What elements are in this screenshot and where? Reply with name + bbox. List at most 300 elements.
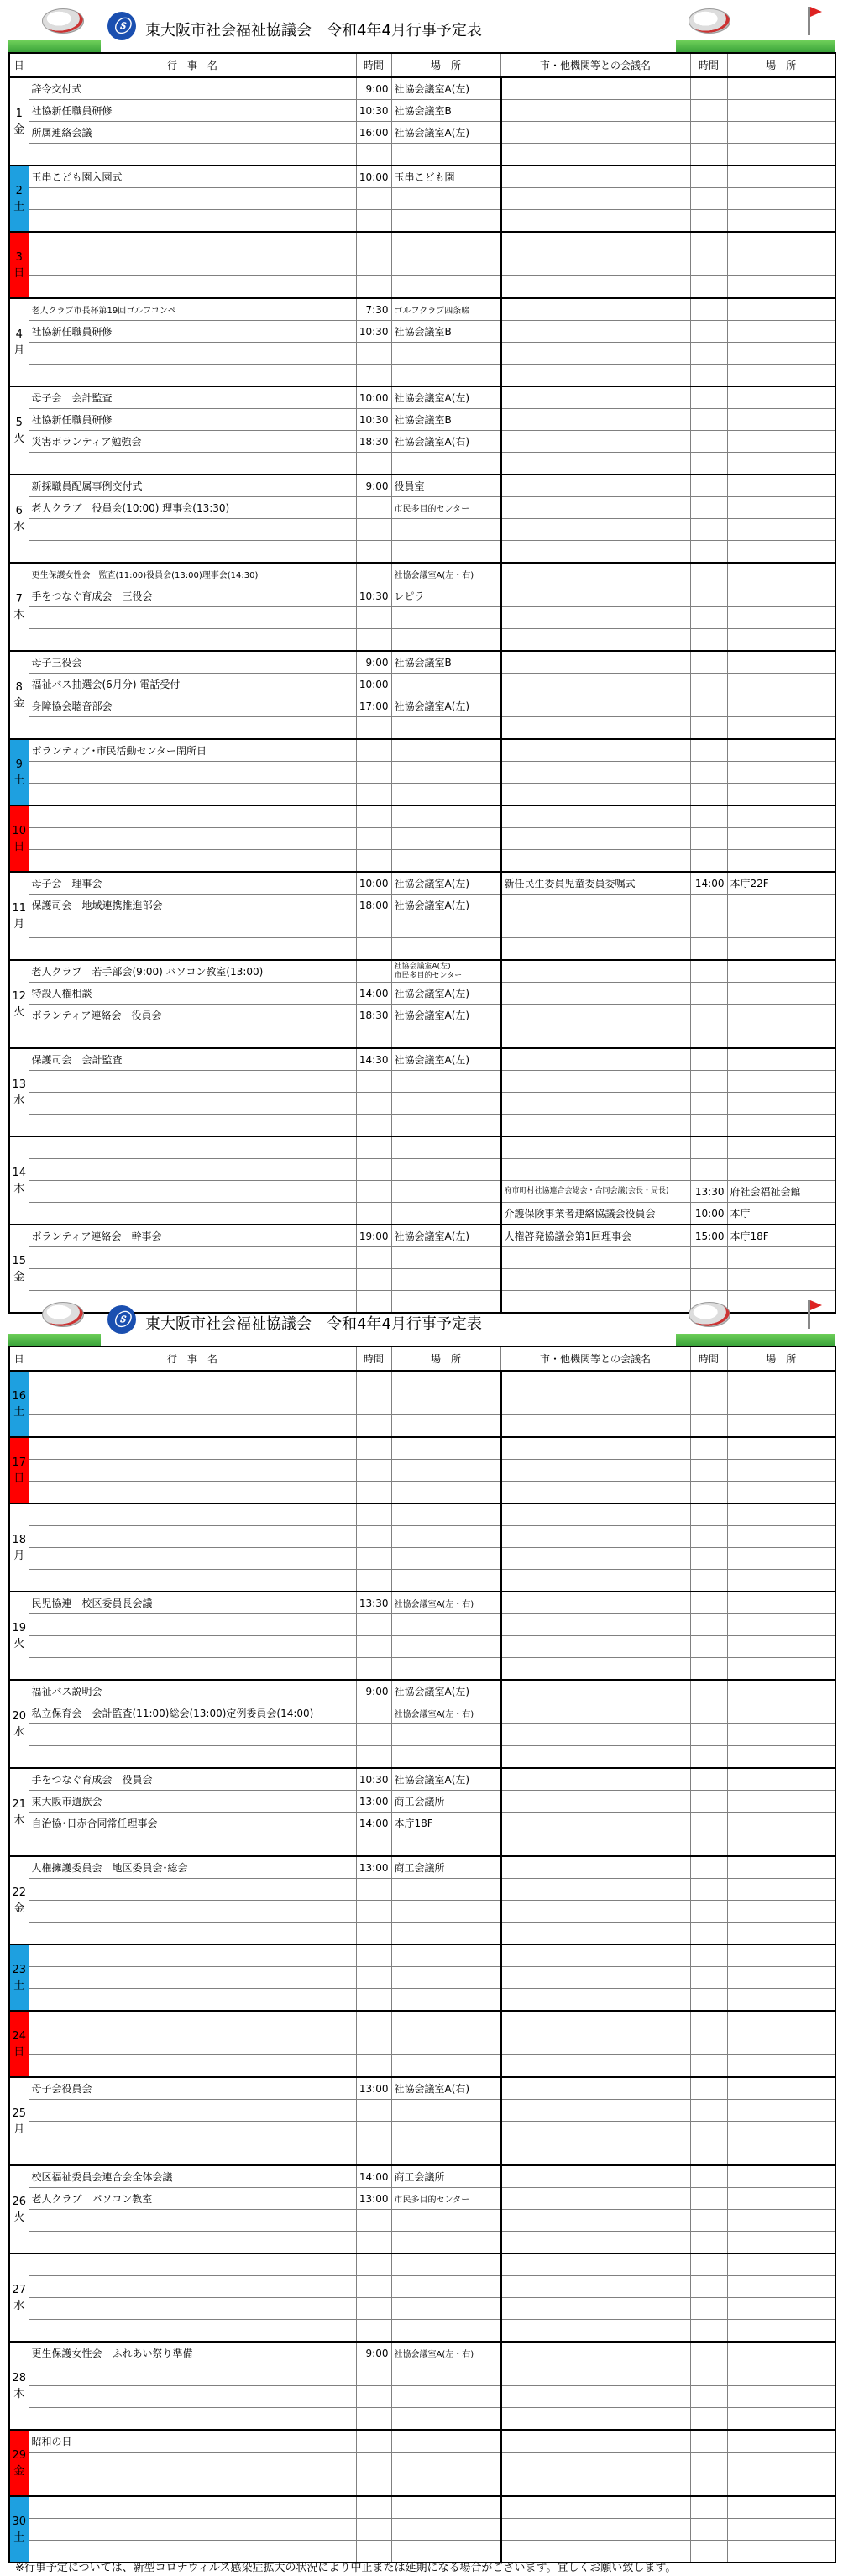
time-cell <box>356 2320 391 2343</box>
time-cell <box>356 717 391 740</box>
flag-icon <box>808 1300 810 1329</box>
table-row <box>9 1093 835 1115</box>
table-row <box>9 1482 835 1504</box>
time-cell: 10:30 <box>356 585 391 607</box>
place-cell: 社協会議室A(左) <box>391 386 500 409</box>
ext-event-cell <box>500 2253 690 2276</box>
event-cell <box>29 1879 356 1901</box>
time-cell <box>356 828 391 850</box>
time-cell <box>356 2100 391 2122</box>
ext-event-cell <box>500 431 690 453</box>
ext-time-cell <box>690 122 727 144</box>
ext-time-cell <box>690 1048 727 1071</box>
table-row <box>9 100 835 122</box>
header-day: 日 <box>9 1346 29 1371</box>
event-cell <box>29 1548 356 1570</box>
ext-time-cell <box>690 563 727 585</box>
time-cell <box>356 1967 391 1989</box>
ext-place-cell <box>727 2232 835 2254</box>
ext-time-cell <box>690 2122 727 2143</box>
time-cell <box>356 1247 391 1269</box>
table-row <box>9 2430 835 2453</box>
table-row <box>9 717 835 740</box>
event-cell <box>29 144 356 166</box>
day-number: 23 <box>12 1963 27 1976</box>
day-number: 11 <box>12 901 27 915</box>
ext-time-cell <box>690 1834 727 1857</box>
event-cell <box>29 188 356 210</box>
ext-event-cell <box>500 607 690 629</box>
place-cell <box>391 762 500 784</box>
ext-time-cell <box>690 695 727 717</box>
place-cell <box>391 629 500 652</box>
place-cell <box>391 2519 500 2541</box>
day-cell <box>9 1048 29 1136</box>
event-cell: 社協新任職員研修 <box>29 100 356 122</box>
header-place: 場 所 <box>391 53 500 77</box>
ext-place-cell <box>727 1944 835 1967</box>
ext-event-cell <box>500 629 690 652</box>
ext-event-cell <box>500 2408 690 2431</box>
schedule-page-1 <box>8 0 835 1314</box>
ext-event-cell <box>500 2011 690 2033</box>
ext-event-cell <box>500 1680 690 1702</box>
place-cell <box>391 1967 500 1989</box>
weekday-label: 水 <box>13 2299 25 2312</box>
time-cell <box>356 188 391 210</box>
event-cell <box>29 2122 356 2143</box>
day-number: 26 <box>12 2195 27 2208</box>
table-row <box>9 1460 835 1482</box>
ext-time-cell <box>690 453 727 475</box>
table-row <box>9 1724 835 1746</box>
time-cell <box>356 1071 391 1093</box>
ext-place-cell <box>727 1570 835 1592</box>
ext-event-cell <box>500 938 690 961</box>
table-row <box>9 1048 835 1071</box>
table-row <box>9 2210 835 2232</box>
place-cell <box>391 607 500 629</box>
table-row <box>9 210 835 233</box>
ext-event-cell <box>500 1503 690 1526</box>
table-row <box>9 1203 835 1225</box>
ext-event-cell <box>500 1768 690 1791</box>
weekday-label: 木 <box>13 608 25 622</box>
ext-place-cell <box>727 519 835 541</box>
ext-time-cell <box>690 938 727 961</box>
event-cell <box>29 2496 356 2519</box>
event-cell <box>29 784 356 806</box>
ext-time-cell <box>690 895 727 916</box>
ext-place-cell <box>727 739 835 762</box>
ext-place-cell <box>727 365 835 387</box>
time-cell <box>356 2519 391 2541</box>
time-cell <box>356 210 391 233</box>
table-row <box>9 1702 835 1724</box>
event-cell <box>29 2386 356 2408</box>
table-row <box>9 409 835 431</box>
ext-time-cell <box>690 1989 727 2012</box>
place-cell <box>391 1437 500 1460</box>
ext-time-cell <box>690 1371 727 1393</box>
ext-event-cell <box>500 2342 690 2364</box>
table-row <box>9 2386 835 2408</box>
event-cell <box>29 365 356 387</box>
ext-time-cell <box>690 321 727 343</box>
table-row <box>9 1005 835 1026</box>
place-cell: レピラ <box>391 585 500 607</box>
ext-place-cell <box>727 1159 835 1181</box>
place-cell: 社協会議室B <box>391 651 500 674</box>
table-row <box>9 1989 835 2012</box>
table-row <box>9 762 835 784</box>
time-cell <box>356 2386 391 2408</box>
place-cell <box>391 2210 500 2232</box>
place-cell <box>391 1503 500 1526</box>
event-cell <box>29 2474 356 2497</box>
page-header <box>8 1293 835 1346</box>
place-cell <box>391 365 500 387</box>
place-cell: 社協会議室B <box>391 409 500 431</box>
ext-time-cell <box>690 2453 727 2474</box>
ext-time-cell <box>690 210 727 233</box>
ext-place-cell <box>727 1093 835 1115</box>
day-number: 3 <box>15 250 23 264</box>
ext-event-cell <box>500 343 690 365</box>
ext-place-cell <box>727 1136 835 1159</box>
ext-event-cell <box>500 1923 690 1945</box>
place-cell <box>391 739 500 762</box>
ext-time-cell <box>690 1548 727 1570</box>
day-cell <box>9 1944 29 2011</box>
place-cell: 社協会議室A(左) <box>391 1680 500 1702</box>
event-cell <box>29 1247 356 1269</box>
place-cell <box>391 541 500 564</box>
ext-time-cell <box>690 1923 727 1945</box>
time-cell <box>356 1181 391 1203</box>
ext-time-cell <box>690 784 727 806</box>
time-cell <box>356 805 391 828</box>
event-cell <box>29 1181 356 1203</box>
event-cell: 福祉バス説明会 <box>29 1680 356 1702</box>
ext-place-cell <box>727 1005 835 1026</box>
event-cell: 老人クラブ パソコン教室 <box>29 2188 356 2210</box>
time-cell <box>356 938 391 961</box>
event-cell: 身障協会聴音部会 <box>29 695 356 717</box>
ext-event-cell <box>500 895 690 916</box>
ext-time-cell <box>690 1967 727 1989</box>
schedule-page-2 <box>8 1293 835 2563</box>
table-row <box>9 1592 835 1614</box>
ext-time-cell <box>690 2474 727 2497</box>
event-cell: 所属連絡会議 <box>29 122 356 144</box>
place-cell <box>391 717 500 740</box>
event-cell <box>29 2519 356 2541</box>
ext-time-cell <box>690 1460 727 1482</box>
ext-time-cell <box>690 828 727 850</box>
ext-event-cell <box>500 165 690 188</box>
weekday-label: 水 <box>13 520 25 533</box>
ext-event-cell: 人権啓発協議会第1回理事会 <box>500 1225 690 1247</box>
place-cell <box>391 938 500 961</box>
time-cell <box>356 2453 391 2474</box>
event-cell <box>29 2100 356 2122</box>
time-cell <box>356 1834 391 1857</box>
table-row <box>9 365 835 387</box>
place-cell <box>391 1026 500 1049</box>
event-cell <box>29 1115 356 1137</box>
place-cell <box>391 1393 500 1415</box>
ext-time-cell <box>690 805 727 828</box>
time-cell <box>356 629 391 652</box>
event-cell <box>29 519 356 541</box>
day-cell <box>9 1503 29 1592</box>
day-cell <box>9 1592 29 1680</box>
day-number: 10 <box>12 824 27 837</box>
ext-place-cell <box>727 2364 835 2386</box>
table-row <box>9 1159 835 1181</box>
event-cell <box>29 1437 356 1460</box>
place-cell <box>391 1371 500 1393</box>
place-cell <box>391 674 500 695</box>
time-cell: 9:00 <box>356 77 391 100</box>
event-cell <box>29 1944 356 1967</box>
day-cell <box>9 2253 29 2342</box>
ext-event-cell <box>500 1093 690 1115</box>
time-cell <box>356 2210 391 2232</box>
place-cell: 市民多目的センター <box>391 2188 500 2210</box>
weekday-label: 日 <box>13 1472 25 1485</box>
ext-event-cell <box>500 1526 690 1548</box>
ext-event-cell <box>500 276 690 299</box>
event-cell <box>29 2276 356 2298</box>
ext-time-cell <box>690 276 727 299</box>
event-cell <box>29 2298 356 2320</box>
page-title: 東大阪市社会福祉協議会 令和4年4月行事予定表 <box>145 1315 482 1333</box>
ext-time-cell <box>690 1415 727 1438</box>
event-cell <box>29 2143 356 2166</box>
day-cell <box>9 805 29 872</box>
day-cell <box>9 2496 29 2563</box>
ext-place-cell <box>727 276 835 299</box>
ext-time-cell <box>690 541 727 564</box>
ext-event-cell <box>500 1989 690 2012</box>
ext-event-cell <box>500 144 690 166</box>
event-cell: ボランティア･市民活動センター閉所日 <box>29 739 356 762</box>
time-cell <box>356 343 391 365</box>
table-header-row <box>9 1346 835 1371</box>
weekday-label: 土 <box>13 1405 25 1419</box>
place-cell <box>391 1093 500 1115</box>
ext-event-cell <box>500 1005 690 1026</box>
ext-event-cell <box>500 1879 690 1901</box>
event-cell <box>29 1393 356 1415</box>
table-row <box>9 188 835 210</box>
event-cell <box>29 453 356 475</box>
place-cell <box>391 1415 500 1438</box>
table-row <box>9 1636 835 1658</box>
place-cell: 社協会議室A(左) <box>391 983 500 1005</box>
time-cell <box>356 2055 391 2078</box>
place-cell: 社協会議室A(左・右) <box>391 2342 500 2364</box>
ext-time-cell <box>690 2541 727 2563</box>
ext-event-cell <box>500 298 690 321</box>
ext-time-cell: 14:00 <box>690 872 727 895</box>
ext-event-cell <box>500 2143 690 2166</box>
weekday-label: 木 <box>13 1182 25 1195</box>
ext-place-cell <box>727 1901 835 1923</box>
place-cell <box>391 1181 500 1203</box>
place-cell <box>391 210 500 233</box>
ext-event-cell <box>500 1460 690 1482</box>
ext-place-cell <box>727 1724 835 1746</box>
event-cell <box>29 1526 356 1548</box>
ext-event-cell <box>500 1026 690 1049</box>
place-cell <box>391 2122 500 2143</box>
event-cell <box>29 2253 356 2276</box>
place-cell: 商工会議所 <box>391 2165 500 2188</box>
event-cell: 特設人権相談 <box>29 983 356 1005</box>
ext-time-cell <box>690 1482 727 1504</box>
table-row <box>9 1247 835 1269</box>
ext-place-cell <box>727 1393 835 1415</box>
ext-time-cell <box>690 2364 727 2386</box>
ext-place-cell <box>727 805 835 828</box>
table-row <box>9 2320 835 2343</box>
weekday-label: 土 <box>13 774 25 787</box>
time-cell <box>356 1658 391 1681</box>
time-cell <box>356 1415 391 1438</box>
table-row <box>9 2453 835 2474</box>
place-cell <box>391 1247 500 1269</box>
ext-event-cell <box>500 497 690 519</box>
ext-time-cell <box>690 1944 727 1967</box>
time-cell: 14:00 <box>356 2165 391 2188</box>
table-row <box>9 938 835 961</box>
table-row <box>9 872 835 895</box>
place-cell <box>391 2430 500 2453</box>
table-row <box>9 1269 835 1291</box>
ext-time-cell <box>690 2011 727 2033</box>
ext-event-cell <box>500 2232 690 2254</box>
ext-place-cell <box>727 210 835 233</box>
event-cell: 人権擁護委員会 地区委員会･総会 <box>29 1856 356 1879</box>
time-cell <box>356 2232 391 2254</box>
ext-event-cell <box>500 1071 690 1093</box>
place-cell <box>391 1136 500 1159</box>
time-cell: 10:00 <box>356 674 391 695</box>
place-cell <box>391 232 500 254</box>
ext-time-cell <box>690 850 727 873</box>
ext-time-cell <box>690 2253 727 2276</box>
ext-time-cell <box>690 960 727 983</box>
header-ext-event: 市・他機関等との会議名 <box>500 53 690 77</box>
event-cell <box>29 1901 356 1923</box>
weekday-label: 金 <box>13 123 25 136</box>
ext-event-cell <box>500 1415 690 1438</box>
table-row <box>9 1181 835 1203</box>
ext-place-cell <box>727 2011 835 2033</box>
ext-time-cell <box>690 762 727 784</box>
place-cell <box>391 1159 500 1181</box>
table-row <box>9 298 835 321</box>
ext-time-cell <box>690 2100 727 2122</box>
ext-place-cell <box>727 2210 835 2232</box>
place-cell: 社協会議室A(左) <box>391 695 500 717</box>
event-cell: 母子三役会 <box>29 651 356 674</box>
place-cell <box>391 1460 500 1482</box>
time-cell <box>356 1724 391 1746</box>
time-cell: 10:00 <box>356 165 391 188</box>
day-cell <box>9 1768 29 1856</box>
ext-event-cell <box>500 1393 690 1415</box>
ext-event-cell <box>500 585 690 607</box>
day-number: 16 <box>12 1389 27 1403</box>
ext-event-cell <box>500 1115 690 1137</box>
table-row <box>9 453 835 475</box>
event-cell <box>29 1415 356 1438</box>
ext-place-cell <box>727 1115 835 1137</box>
ext-event-cell <box>500 365 690 387</box>
table-row <box>9 2143 835 2166</box>
time-cell <box>356 916 391 938</box>
table-row <box>9 165 835 188</box>
ext-event-cell: 府市町村社協連合会総会・合同会議(会長・局長) <box>500 1181 690 1203</box>
ext-event-cell <box>500 519 690 541</box>
place-cell <box>391 144 500 166</box>
place-cell <box>391 1482 500 1504</box>
ext-place-cell <box>727 1071 835 1093</box>
ext-place-cell: 府社会福祉会館 <box>727 1181 835 1203</box>
ext-place-cell <box>727 2276 835 2298</box>
ext-event-cell: 新任民生委員児童委員委嘱式 <box>500 872 690 895</box>
ext-event-cell <box>500 1048 690 1071</box>
weekday-label: 土 <box>13 1979 25 1992</box>
place-cell: 社協会議室A(左) <box>391 1225 500 1247</box>
ext-time-cell <box>690 717 727 740</box>
time-cell: 10:00 <box>356 386 391 409</box>
ext-time-cell <box>690 585 727 607</box>
event-cell <box>29 1746 356 1769</box>
day-cell <box>9 563 29 651</box>
ext-place-cell <box>727 453 835 475</box>
table-row <box>9 1791 835 1813</box>
ext-event-cell <box>500 2276 690 2298</box>
ext-place-cell <box>727 541 835 564</box>
ext-event-cell <box>500 386 690 409</box>
ext-place-cell <box>727 2122 835 2143</box>
event-cell <box>29 2408 356 2431</box>
weekday-label: 木 <box>13 2387 25 2400</box>
table-row <box>9 77 835 100</box>
time-cell: 9:00 <box>356 2342 391 2364</box>
event-cell <box>29 1503 356 1526</box>
table-row <box>9 1658 835 1681</box>
day-cell <box>9 1680 29 1768</box>
event-cell <box>29 850 356 873</box>
place-cell: 社協会議室A(左・右) <box>391 1702 500 1724</box>
table-row <box>9 607 835 629</box>
header-ext-place: 場 所 <box>727 1346 835 1371</box>
table-row <box>9 983 835 1005</box>
event-cell: 更生保護女性会 ふれあい祭り準備 <box>29 2342 356 2364</box>
grass-decoration <box>8 1334 101 1346</box>
ext-place-cell <box>727 717 835 740</box>
time-cell <box>356 1746 391 1769</box>
ext-time-cell <box>690 1746 727 1769</box>
rugby-ball-icon <box>689 8 730 34</box>
time-cell <box>356 232 391 254</box>
